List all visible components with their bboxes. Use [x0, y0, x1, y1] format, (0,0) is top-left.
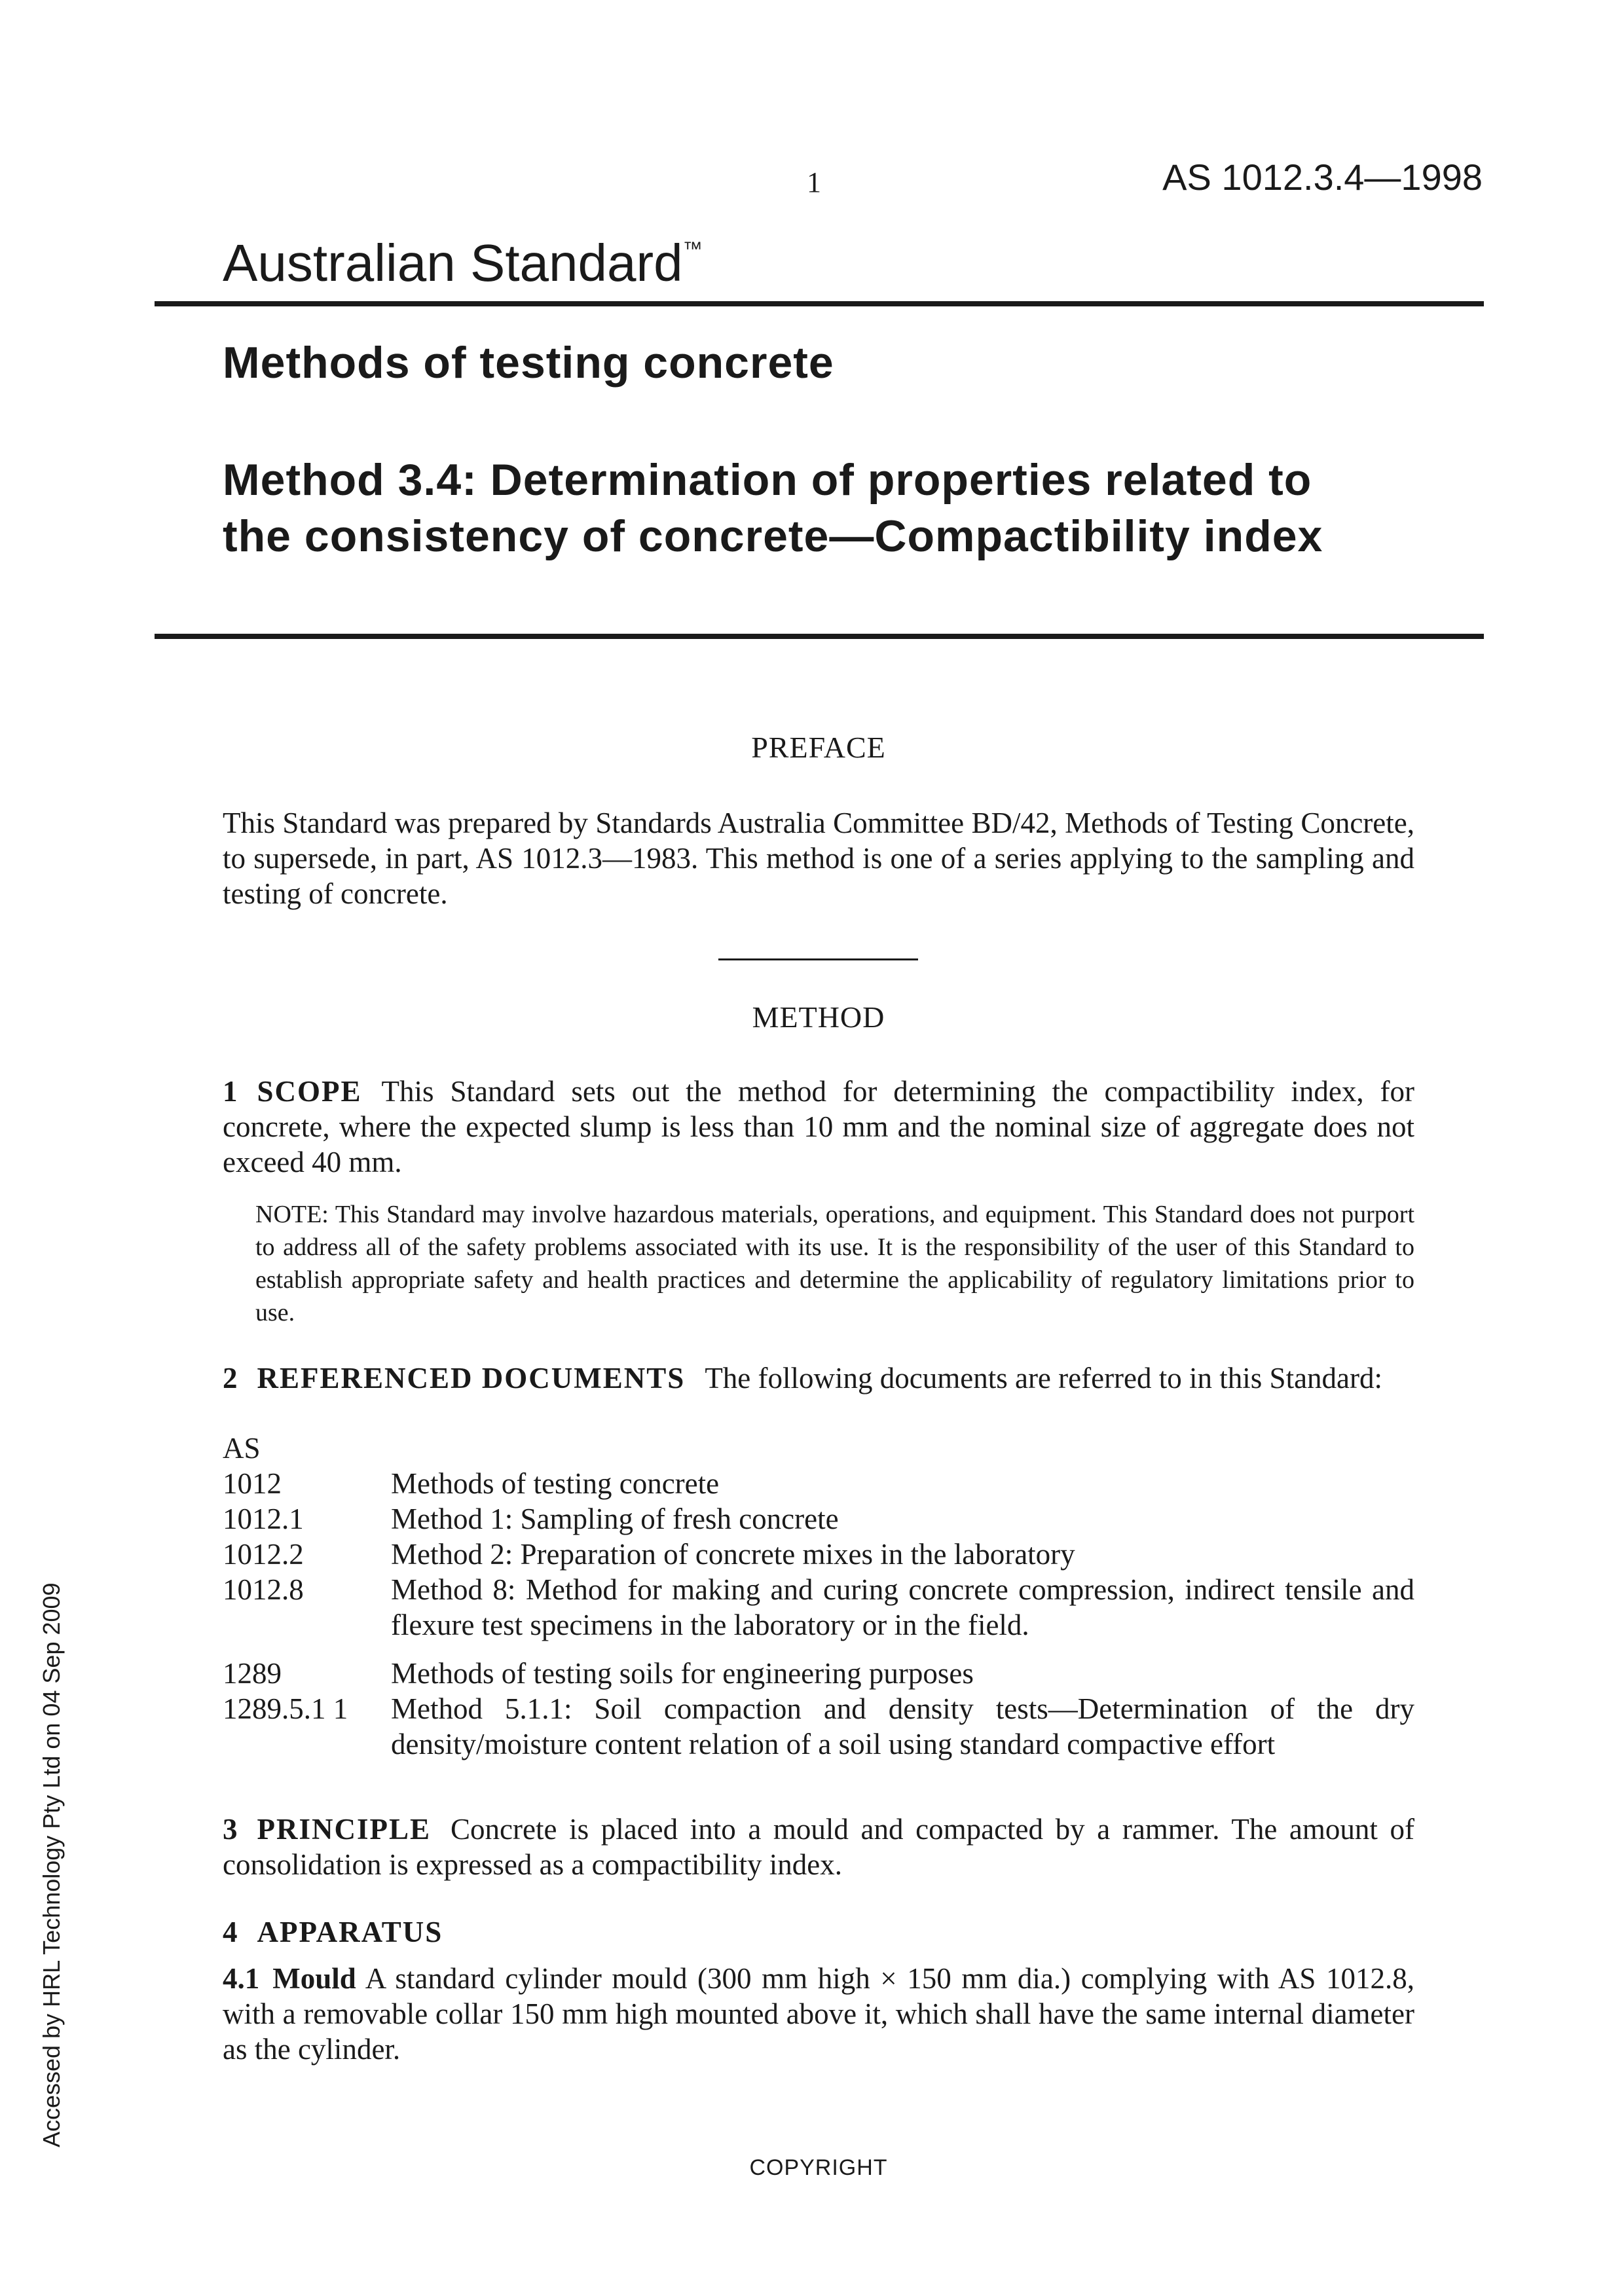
title-bottom-rule: [155, 634, 1484, 639]
ref-code: 1012.1: [223, 1503, 304, 1535]
referenced-documents-section: [223, 1360, 1414, 1396]
section-number: 4: [223, 1916, 238, 1948]
ref-row: [223, 1501, 1414, 1537]
section-title: REFERENCED DOCUMENTS: [257, 1362, 686, 1394]
safety-note: NOTE: This Standard may involve hazardous materials, operations, and equipment. This Standard does not purport to address all of the safety problems associated with its use. It is the responsibility of the user of this Standard to establish appropriate safety and health practices and determine the applicability of regulatory limitations prior to use.: [255, 1201, 1414, 1326]
mould-subsection: [223, 1961, 1414, 2067]
subsection-number: 4.1: [223, 1962, 260, 1995]
section-text: The following documents are referred to in this Standard:: [705, 1362, 1383, 1394]
apparatus-heading: [223, 1914, 1414, 1950]
section-number: 3: [223, 1813, 238, 1846]
method-title: Method 3.4: Determination of properties related to the consistency of concrete—Compactibility index: [223, 455, 1323, 561]
preface-text: This Standard was prepared by Standards Australia Committee BD/42, Methods of Testing Concrete, to supersede, in part, AS 1012.3—1983. This method is one of a series applying to the sampling and testing of concrete.: [223, 807, 1414, 910]
top-rule: [155, 301, 1484, 306]
subsection-text: A standard cylinder mould (300 mm high × 150 mm dia.) complying with AS 1012.8, with a removable collar 150 mm high mounted above it, which shall have the same internal diameter as the cylinder.: [223, 1962, 1414, 2066]
page-number: 1: [807, 166, 821, 198]
ref-title: Method 5.1.1: Soil compaction and density tests—Determination of the dry density/moisture content relation of a soil using standard compactive effort: [391, 1692, 1414, 1760]
method-heading: METHOD: [752, 1000, 885, 1034]
ref-code: 1012: [223, 1467, 282, 1500]
ref-title: Methods of testing concrete: [391, 1467, 720, 1500]
standard-brand: [223, 233, 703, 293]
ref-group-text: AS: [223, 1432, 261, 1465]
section-number: 2: [223, 1362, 238, 1394]
section-title: APPARATUS: [257, 1916, 443, 1948]
ref-code: 1289.5.1 1: [223, 1692, 348, 1725]
document-code: AS 1012.3.4—1998: [1162, 156, 1483, 198]
ref-code: 1012.2: [223, 1538, 304, 1571]
section-number: 1: [223, 1075, 238, 1108]
ref-title: Methods of testing soils for engineering purposes: [391, 1657, 974, 1690]
ref-title: Method 2: Preparation of concrete mixes in the laboratory: [391, 1538, 1075, 1571]
ref-code: 1289: [223, 1657, 282, 1690]
brand-text: Australian Standard: [223, 234, 683, 292]
ref-title: Method 1: Sampling of fresh concrete: [391, 1503, 839, 1535]
principle-section: [223, 1812, 1414, 1882]
ref-title: Method 8: Method for making and curing concrete compression, indirect tensile and flexure test specimens in the laboratory or in the field.: [391, 1573, 1414, 1641]
series-title: Methods of testing concrete: [223, 338, 834, 388]
ref-row: [223, 1656, 1414, 1691]
trademark-symbol: ™: [682, 238, 703, 260]
ref-code: 1012.8: [223, 1573, 304, 1606]
ref-row: [223, 1537, 1414, 1572]
ref-group-label: [223, 1430, 1414, 1466]
copyright-footer: COPYRIGHT: [749, 2155, 888, 2180]
section-title: SCOPE: [257, 1075, 362, 1108]
ref-row: [223, 1572, 1414, 1643]
scope-section: [223, 1074, 1414, 1180]
ref-row: [223, 1691, 1414, 1762]
access-watermark: Accessed by HRL Technology Pty Ltd on 04 Sep 2009: [38, 1582, 65, 2147]
section-divider: [718, 958, 918, 960]
preface-heading: PREFACE: [751, 731, 886, 764]
referenced-documents-list: [223, 1430, 1414, 1762]
section-text: Concrete is placed into a mould and compacted by a rammer. The amount of consolidation is expressed as a compactibility index.: [223, 1813, 1414, 1881]
section-text: This Standard sets out the method for determining the compactibility index, for concrete, where the expected slump is less than 10 mm and the nominal size of aggregate does not exceed 40 mm.: [223, 1075, 1414, 1178]
subsection-title: Mould: [272, 1962, 356, 1995]
section-title: PRINCIPLE: [257, 1813, 432, 1846]
ref-row: [223, 1466, 1414, 1501]
